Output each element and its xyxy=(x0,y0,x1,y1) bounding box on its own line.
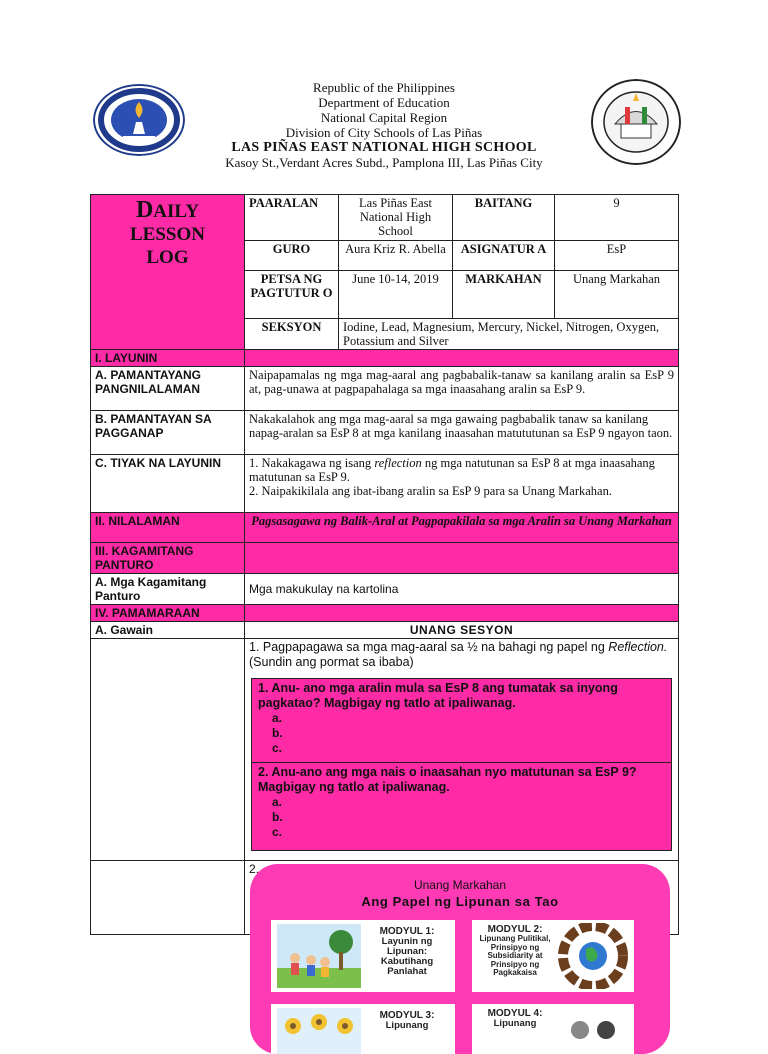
kagamitang-panturo-label: A. Mga Kagamitang Panturo xyxy=(91,574,245,605)
modyul-3-tile xyxy=(271,1004,455,1054)
petsa-label: PETSA NG PAGTUTUR O xyxy=(245,271,339,319)
gawain-left-cell xyxy=(91,639,245,861)
card-title: Ang Papel ng Lipunan sa Tao xyxy=(361,894,559,909)
modyul-2-label: MODYUL 2: xyxy=(487,924,543,935)
reflection-question-2: 2. Anu-ano ang mga nais o inaasahan nyo matutunan sa EsP 9? Magbigay ng tatlo at ipaliwanag. xyxy=(258,765,637,794)
reflection-option-a: a. xyxy=(272,795,283,809)
hands-around-globe-illustration xyxy=(556,923,630,989)
card-subtitle: Unang Markahan xyxy=(413,878,507,892)
header-region: National Capital Region xyxy=(320,110,448,125)
header-department: Department of Education xyxy=(318,95,450,110)
reflection-option-b: b. xyxy=(272,726,283,740)
seksyon-label: SEKSYON xyxy=(245,319,339,350)
gawain-step-2: 2. xyxy=(245,861,679,935)
modyul-3-label: MODYUL 3: xyxy=(379,1010,435,1021)
gawain-label: A. Gawain xyxy=(91,622,245,639)
petsa-value: June 10-14, 2019 xyxy=(339,271,453,319)
pamantayan-sa-pagganap-label: B. PAMANTAYAN SA PAGGANAP xyxy=(91,411,245,455)
guro-label: GURO xyxy=(245,241,339,271)
layunin-heading: I. LAYUNIN xyxy=(91,350,245,367)
pamamaraan-heading: IV. PAMAMARAAN xyxy=(91,605,245,622)
pamantayan-sa-pagganap-text: Nakakalahok ang mga mag-aaral sa mga gawaing pagbabalik tanaw sa kanilang napag-aralan sa EsP 8 at mga kanilang inaasahan matututunan sa EsP 9 ngayon taon. xyxy=(245,411,679,455)
asignatura-label: ASIGNATUR A xyxy=(453,241,555,271)
guro-value: Aura Kriz R. Abella xyxy=(339,241,453,271)
modyul-1-tile xyxy=(271,920,455,992)
modyul-1-title: Layunin ng Lipunan: Kabutihang Panlahat xyxy=(380,936,434,977)
modyul-3-title: Lipunang xyxy=(385,1020,429,1031)
pamantayang-pangnilalaman-label: A. PAMANTAYANG PANGNILALAMAN xyxy=(91,367,245,411)
nilalaman-heading: II. NILALAMAN xyxy=(91,513,245,543)
module-overview-card xyxy=(250,864,670,1054)
kagamitang-panturo-text: Mga makukulay na kartolina xyxy=(245,574,679,605)
seksyon-value: Iodine, Lead, Magnesium, Mercury, Nickel, Nitrogen, Oxygen, Potassium and Silver xyxy=(339,319,679,350)
pamantayang-pangnilalaman-text: Naipapamalas ng mga mag-aaral ang pagbabalik-tanaw sa kanilang aralin sa EsP 9 at, pag-unawa at pagpapahalaga sa mga inaasahang aralin sa EsP 9. xyxy=(245,367,679,411)
reflection-option-b: b. xyxy=(272,810,283,824)
form-title: DAILY LESSON LOG xyxy=(91,195,245,350)
baitang-label: BAITANG xyxy=(453,195,555,241)
asignatura-value: EsP xyxy=(555,241,679,271)
modyul-4-tile xyxy=(472,1004,634,1054)
markahan-value: Unang Markahan xyxy=(555,271,679,319)
reflection-option-c: c. xyxy=(272,825,283,839)
unang-sesyon-heading: UNANG SESYON xyxy=(245,622,679,639)
modyul-1-label: MODYUL 1: xyxy=(379,926,435,937)
lesson-log-table xyxy=(90,194,679,935)
document-header xyxy=(0,80,768,170)
reflection-format-box xyxy=(251,678,672,851)
baitang-value: 9 xyxy=(555,195,679,241)
layunin-heading-fill xyxy=(245,350,679,367)
reflection-option-c: c. xyxy=(272,741,283,755)
header-division: Division of City Schools of Las Piñas xyxy=(285,125,483,140)
sunflowers-illustration xyxy=(277,1008,361,1054)
paaralan-value: Las Piñas East National High School xyxy=(339,195,453,241)
pamamaraan-heading-fill xyxy=(245,605,679,622)
reflection-question-1: 1. Anu- ano mga aralin mula sa EsP 8 ang tumatak sa inyong pagkatao? Magbigay ng tatlo at ipaliwanag. xyxy=(258,681,618,710)
kagamitan-heading-fill xyxy=(245,543,679,574)
tiyak-na-layunin-label: C. TIYAK NA LAYUNIN xyxy=(91,455,245,513)
header-address: Kasoy St.,Verdant Acres Subd., Pamplona III, Las Piñas City xyxy=(225,155,543,170)
modyul-4-illustration xyxy=(556,1008,630,1054)
kagamitan-heading: III. KAGAMITANG PANTURO xyxy=(91,543,245,574)
nilalaman-text: Pagsasagawa ng Balik-Aral at Pagpapakilala sa mga Aralin sa Unang Markahan xyxy=(245,513,679,543)
modyul-4-title: Lipunang xyxy=(493,1018,537,1029)
paaralan-label: PAARALAN xyxy=(245,195,339,241)
gawain-step-1: 1. Pagpapagawa sa mga mag-aaral sa ½ na bahagi ng papel ng Reflection. (Sundin ang pormat sa ibaba) 1. Anu- ano mga aralin mula sa EsP 8 ang tumatak sa inyong pagkatao? Magbigay ng tatlo at ipaliwanag. a. b. c. 2. Anu-ano ang mga nais o inaasahan nyo matutunan sa EsP 9? Magbigay ng tatlo at ipaliwanag. a. b. c. xyxy=(245,639,679,861)
tiyak-na-layunin-text: 1. Nakakagawa ng isang reflection ng mga natutunan sa EsP 8 at mga inaasahang matutunan sa EsP 9. 2. Naipakikilala ang ibat-ibang aralin sa EsP 9 para sa Unang Markahan. xyxy=(245,455,679,513)
header-republic: Republic of the Philippines xyxy=(313,80,455,95)
modyul-2-title: Lipunang Pulitikal, Prinsipyo ng Subsidiarity at Prinsipyo ng Pagkakaisa xyxy=(479,934,551,978)
modyul-4-label: MODYUL 4: xyxy=(487,1008,543,1019)
modyul-2-tile xyxy=(472,920,634,992)
people-gathering-illustration xyxy=(277,924,361,988)
markahan-label: MARKAHAN xyxy=(453,271,555,319)
gawain-left-cell-2 xyxy=(91,861,245,935)
reflection-option-a: a. xyxy=(272,711,283,725)
header-school-name: LAS PIÑAS EAST NATIONAL HIGH SCHOOL xyxy=(231,140,537,155)
